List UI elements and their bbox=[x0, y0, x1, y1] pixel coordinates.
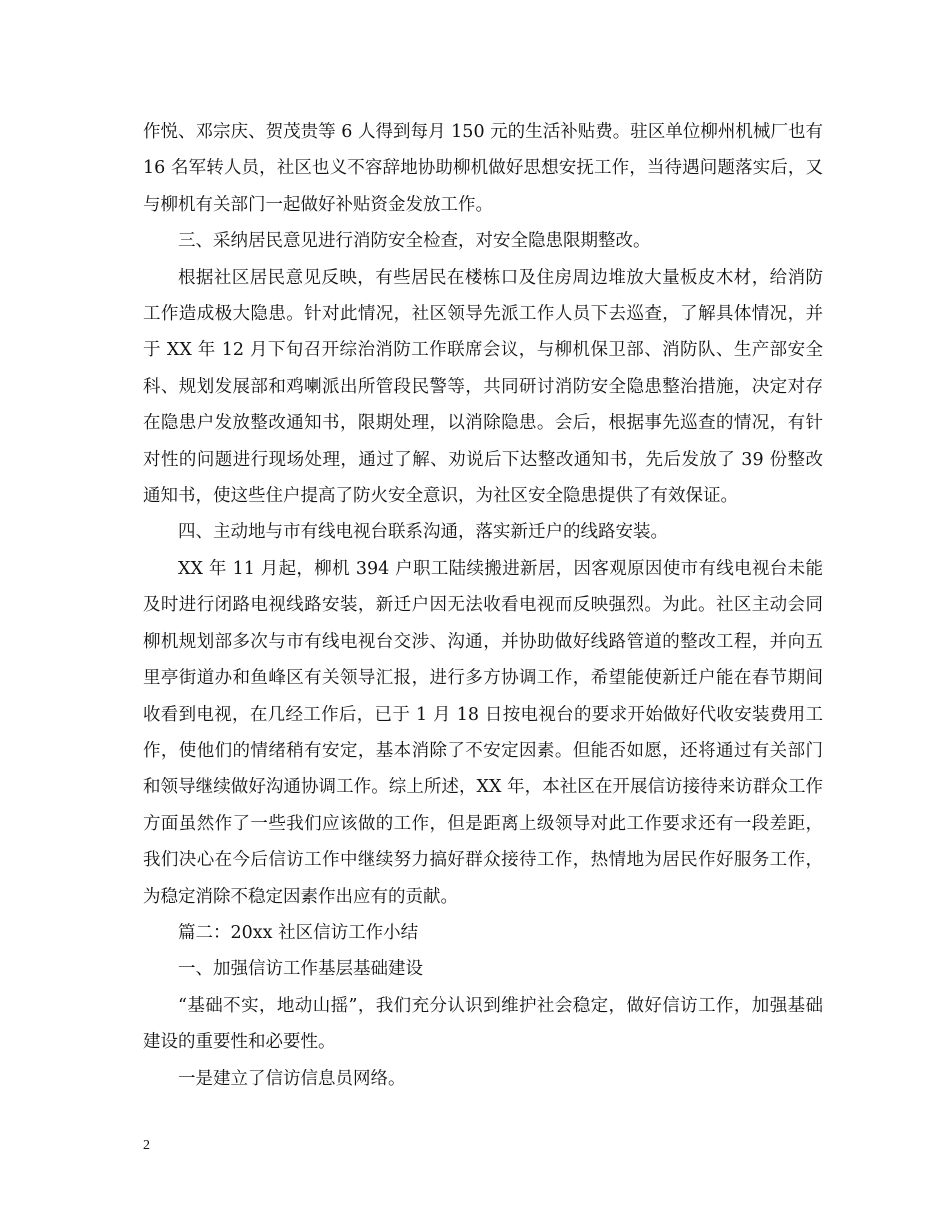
page-number: 2 bbox=[143, 1138, 150, 1153]
paragraph-fire-safety: 根据社区居民意见反映，有些居民在楼栋口及住房周边堆放大量板皮木材，给消防工作造成极大隐患。针对此情况，社区领导先派工作人员下去巡查，了解具体情况，并于 XX 年 12 月下旬召开综治消防工作联席会议，与柳机保卫部、消防队、生产部安全科、规划发展部和鸡喇派出所管段民警等，共同研讨消防安全隐患整治措施，决定对存在隐患户发放整改通知书，限期处理，以消除隐患。会后，根据事先巡查的情况，有针对性的问题进行现场处理，通过了解、劝说后下达整改通知书，先后发放了 39 份整改通知书，使这些住户提高了防火安全意识，为社区安全隐患提供了有效保证。 bbox=[143, 267, 823, 507]
heading-subsection-one: 一、加强信访工作基层基础建设 bbox=[178, 959, 423, 980]
heading-part-two: 篇二：20xx 社区信访工作小结 bbox=[178, 922, 419, 943]
paragraph-continuation-subsidy: 作悦、邓宗庆、贺茂贵等 6 人得到每月 150 元的生活补贴费。驻区单位柳州机械厂也有 16 名军转人员，社区也义不容辞地协助柳机做好思想安抚工作，当待遇问题落实后，又与柳机有关部门一起做好补贴资金发放工作。 bbox=[143, 122, 823, 215]
paragraph-foundation: “基础不实，地动山摇”，我们充分认识到维护社会稳定，做好信访工作，加强基础建设的重要性和必要性。 bbox=[143, 995, 823, 1053]
heading-section-four: 四、主动地与市有线电视台联系沟通，落实新迁户的线路安装。 bbox=[178, 522, 668, 543]
heading-section-three: 三、采纳居民意见进行消防安全检查，对安全隐患限期整改。 bbox=[178, 231, 651, 252]
paragraph-info-network: 一是建立了信访信息员网络。 bbox=[178, 1068, 406, 1089]
paragraph-cable-tv: XX 年 11 月起，柳机 394 户职工陆续搬进新居，因客观原因使市有线电视台未能及时进行闭路电视线路安装，新迁户因无法收看电视而反映强烈。为此。社区主动会同柳机规划部多次与市有线电视台交涉、沟通，并协助做好线路管道的整改工程，并向五里亭街道办和鱼峰区有关领导汇报，进行多方协调工作，希望能使新迁户能在春节期间收看到电视，在几经工作后，已于 1 月 18 日按电视台的要求开始做好代收安装费用工作，使他们的情绪稍有安定，基本消除了不安定因素。但能否如愿，还将通过有关部门和领导继续做好沟通协调工作。综上所述，XX 年，本社区在开展信访接待来访群众工作方面虽然作了一些我们应该做的工作，但是距离上级领导对此工作要求还有一段差距，我们决心在今后信访工作中继续努力搞好群众接待工作，热情地为居民作好服务工作，为稳定消除不稳定因素作出应有的贡献。 bbox=[143, 558, 823, 907]
document-body bbox=[143, 114, 823, 1097]
